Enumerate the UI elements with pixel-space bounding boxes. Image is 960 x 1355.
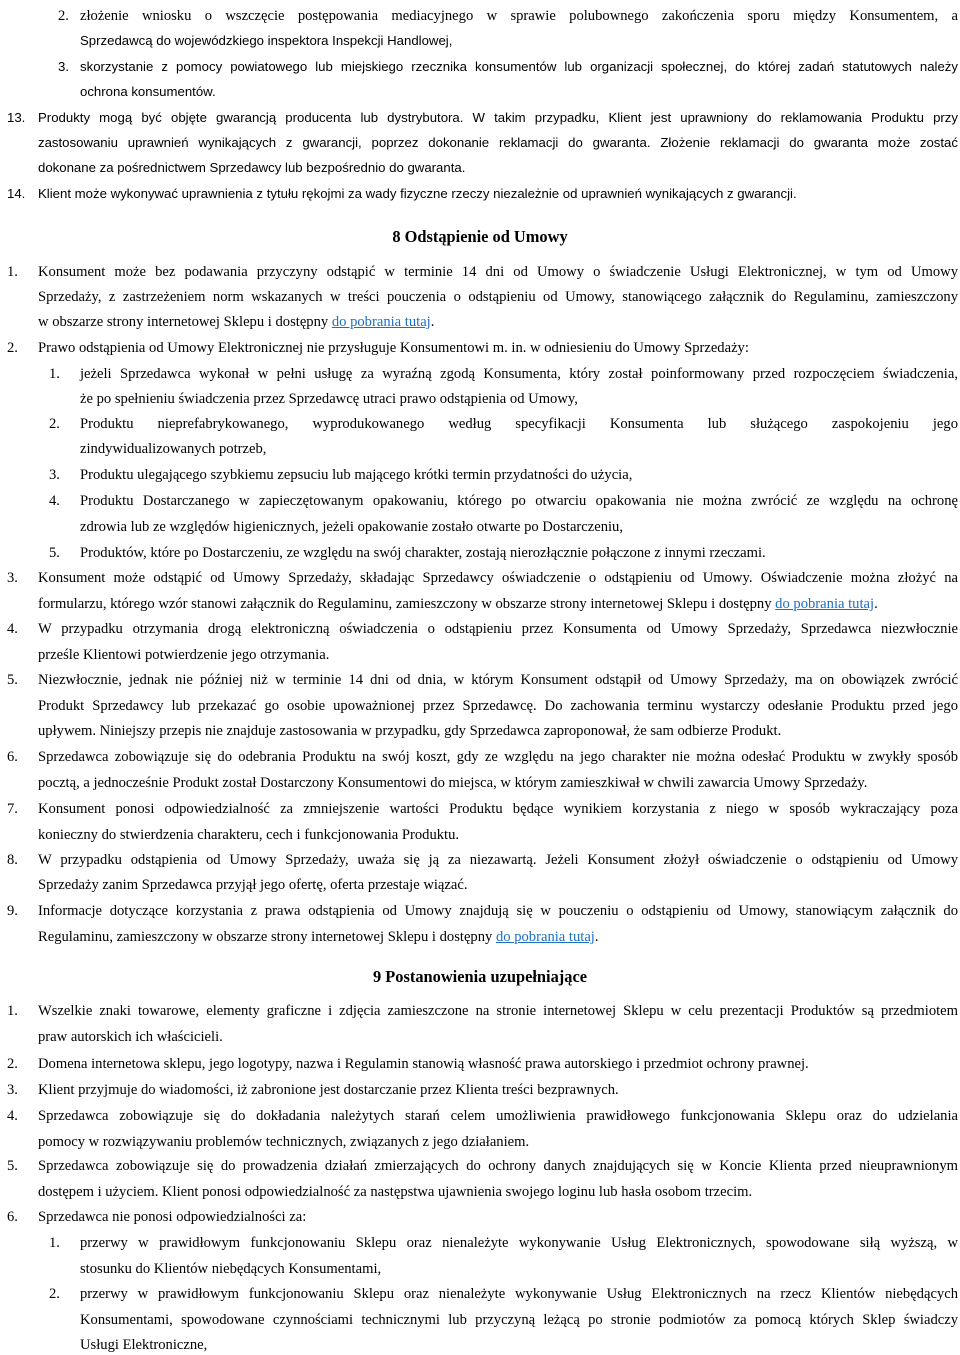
text-line: [38, 825, 459, 845]
text-line: [38, 108, 958, 128]
text-line: [38, 773, 867, 793]
text-line: [38, 645, 329, 665]
text-line: [38, 338, 749, 358]
line-text: Sprzedaży, z zastrzeżeniem norm wskazanych w treści pouczenia o odstąpieniu od Umowy, stanowiącego załącznik do Regulaminu, zamieszczony: [38, 289, 958, 305]
text-line: [38, 850, 958, 870]
list-number: 6.: [7, 1209, 18, 1225]
list-number: 1.: [7, 264, 18, 280]
line-text: przerwy w prawidłowym funkcjonowaniu Sklepu oraz nienależyte wykonywanie Usług Elektronicznych na rzecz Klientów niebędących: [80, 1286, 958, 1302]
text-line: [38, 568, 958, 588]
line-text: Informacje dotyczące korzystania z prawa odstąpienia od Umowy znajdują się w pouczeniu o odstąpieniu od Umowy, stanowiącym załącznik do: [38, 903, 958, 919]
text-line: [38, 619, 958, 639]
text-line: [38, 312, 434, 332]
line-text: pomocy w rozwiązywaniu problemów technicznych, związanych z jego działaniem.: [38, 1134, 530, 1150]
list-number: 14.: [7, 186, 26, 201]
list-number: 4.: [7, 1108, 18, 1124]
text-line: [38, 1106, 958, 1126]
text-line: [38, 262, 958, 282]
line-text: Sprzedaży zanim Sprzedawca przyjął jego ofertę, oferta przestaje wiązać.: [38, 877, 468, 893]
list-number: 2.: [49, 416, 60, 432]
text-line: [38, 133, 958, 153]
line-text: zastosowaniu uprawnień wynikających z gwarancji, poprzez dokonanie reklamacji do gwaranta. Złożenie reklamacji do gwaranta może zostać: [38, 135, 958, 150]
list-number: 2.: [49, 1286, 60, 1302]
text-line: [38, 1132, 529, 1152]
text-line: [80, 491, 958, 511]
line-text: dostępem i użyciem. Klient ponosi odpowiedzialność za następstwa ujawnienia swojego loginu lub hasła osobom trzecim.: [38, 1184, 753, 1200]
line-text: Produkt Sprzedawcy lub przekazać go osobie upoważnionej przez Sprzedawcę. Do zachowania terminu wystarczy odesłanie Produktu przed jego: [38, 698, 958, 714]
line-text: skorzystanie z pomocy powiatowego lub miejskiego rzecznika konsumentów lub organizacji społecznej, do której zadań statutowych należy: [80, 59, 958, 74]
list-number: 3.: [7, 570, 18, 586]
line-text: dokonane za pośrednictwem Sprzedawcy lub bezpośrednio do gwaranta.: [38, 160, 466, 175]
text-line: [38, 747, 958, 767]
line-text: Konsument może odstąpić od Umowy Sprzedaży, składając Sprzedawcy oświadczenie o odstąpieniu od Umowy. Oświadczenie można złożyć na: [38, 570, 958, 586]
line-text: formularzu, którego wzór stanowi załącznik do Regulaminu, zamieszczony w obszarze strony internetowej Sklepu i dostępny: [38, 596, 776, 612]
line-text: ochrona konsumentów.: [80, 84, 216, 99]
text-line: [38, 927, 599, 947]
line-text: upływem. Niniejszy przepis nie znajduje zastosowania w przypadku, gdy Sprzedawca zaproponował, że sam odbierze Produkt.: [38, 723, 782, 739]
text-line: [38, 158, 465, 178]
line-text-end: .: [594, 929, 599, 945]
list-number: 2.: [7, 340, 18, 356]
text-line: [80, 31, 452, 51]
text-line: [38, 184, 797, 204]
section-heading: 9 Postanowienia uzupełniające: [373, 967, 587, 986]
line-text: Konsument ponosi odpowiedzialność za zmniejszenie wartości Produktu będące wynikiem korzystania z niego w sposób wykraczający poza: [38, 801, 958, 817]
text-line: [38, 901, 958, 921]
text-line: [38, 670, 958, 690]
text-line: [38, 875, 467, 895]
list-number: 9.: [7, 903, 18, 919]
text-line: [80, 1335, 207, 1355]
line-text: w obszarze strony internetowej Sklepu i dostępny: [38, 314, 332, 330]
list-number: 5.: [49, 545, 60, 561]
line-text: Sprzedawcą do wojewódzkiego inspektora Inspekcji Handlowej,: [80, 33, 453, 48]
line-text: Produktów, które po Dostarczeniu, ze względu na swój charakter, zostają nierozłącznie połączone z innymi rzeczami.: [80, 545, 766, 561]
line-text: W przypadku otrzymania drogą elektroniczną oświadczenia o odstąpieniu przez Konsumenta od Umowy Sprzedaży, Sprzedawca niezwłocznie: [38, 621, 958, 637]
line-text: Sprzedawca zobowiązuje się do odebrania Produktu na swój koszt, gdy ze względu na jego charakter nie można odesłać Produktu w zwykły sposób: [38, 749, 958, 765]
line-text: Wszelkie znaki towarowe, elementy graficzne i zdjęcia zamieszczone na stronie internetowej Sklepu w celu prezentacji Produktów są przedmiotem: [38, 1003, 958, 1019]
line-text: W przypadku odstąpienia od Umowy Sprzedaży, uważa się ją za niezawartą. Jeżeli Konsument złożył oświadczenie o odstąpieniu od Umowy: [38, 852, 958, 868]
list-number: 5.: [7, 672, 18, 688]
text-line: [38, 799, 958, 819]
text-line: [80, 364, 958, 384]
line-text: jeżeli Sprzedawca wykonał w pełni usługę za wyraźną zgodą Konsumenta, który został poinformowany przed rozpoczęciem świadczenia,: [80, 366, 958, 382]
text-line: [38, 1080, 619, 1100]
text-line: [80, 1284, 958, 1304]
text-line: [80, 517, 623, 537]
text-line: [80, 82, 216, 102]
text-line: [38, 594, 878, 614]
text-line: [80, 439, 266, 459]
text-line: [80, 465, 632, 485]
text-line: [38, 1027, 223, 1047]
list-number: 4.: [49, 493, 60, 509]
download-link[interactable]: do pobrania tutaj: [331, 314, 431, 330]
line-text: Domena internetowa sklepu, jego logotypy, nazwa i Regulamin stanowią własność prawa autorskiego i przedmiot ochrony prawnej.: [38, 1056, 809, 1072]
line-text: praw autorskich ich właścicieli.: [38, 1029, 223, 1045]
line-text: Konsumentami, spowodowane czynnościami technicznymi lub przyczyną leżącą po stronie podmiotów za pomocą których Sklep świadczy: [80, 1312, 958, 1328]
text-line: [38, 1054, 809, 1074]
list-number: 13.: [7, 110, 26, 125]
list-number: 3.: [7, 1082, 18, 1098]
line-text: Produktu nieprefabrykowanego, wyprodukowanego według specyfikacji Konsumenta lub służącego zaspokojeniu jego: [80, 416, 958, 432]
line-text: Regulaminu, zamieszczony w obszarze strony internetowej Sklepu i dostępny: [38, 929, 496, 945]
line-text: Produktu Dostarczanego w zapieczętowanym opakowaniu, którego po otwarciu opakowania nie można zwrócić ze względu na ochronę: [80, 493, 958, 509]
line-text: złożenie wniosku o wszczęcie postępowania mediacyjnego w sprawie polubownego zakończenia sporu między Konsumentem, a: [80, 8, 958, 24]
download-link[interactable]: do pobrania tutaj: [775, 596, 875, 612]
text-line: [80, 6, 958, 26]
text-line: [38, 721, 781, 741]
list-number: 1.: [49, 1235, 60, 1251]
line-text: że po spełnieniu świadczenia przez Sprzedawcę utraci prawo odstąpienia od Umowy,: [80, 391, 578, 407]
line-text: zindywidualizowanych potrzeb,: [80, 441, 267, 457]
list-number: 4.: [7, 621, 18, 637]
line-text: Sprzedawca zobowiązuje się do dokładania należytych starań celem umożliwienia prawidłowego funkcjonowania Sklepu oraz do udzielania: [38, 1108, 958, 1124]
line-text: Usługi Elektroniczne,: [80, 1337, 208, 1353]
list-number: 7.: [7, 801, 18, 817]
line-text-end: .: [874, 596, 878, 612]
line-text: Niezwłocznie, jednak nie później niż w terminie 14 dni od dnia, w którym Konsument odstąpił od Umowy Sprzedaży, ma on obowiązek zwrócić: [38, 672, 958, 688]
text-line: [80, 1233, 958, 1253]
line-text: Klient może wykonywać uprawnienia z tytułu rękojmi za wady fizyczne rzeczy niezależnie od uprawnień wynikających z gwarancji.: [38, 186, 797, 201]
text-line: [80, 57, 958, 77]
list-number: 3.: [58, 59, 69, 74]
text-line: [80, 1259, 381, 1279]
download-link[interactable]: do pobrania tutaj: [495, 929, 595, 945]
text-line: [80, 543, 766, 563]
line-text: prześle Klientowi potwierdzenie jego otrzymania.: [38, 647, 330, 663]
line-text: Klient przyjmuje do wiadomości, iż zabronione jest dostarczanie przez Klienta treści bezprawnych.: [38, 1082, 619, 1098]
list-number: 2.: [7, 1056, 18, 1072]
line-text: Konsument może bez podawania przyczyny odstąpić w terminie 14 dni od Umowy o świadczenie Usługi Elektronicznej, w tym od Umowy: [38, 264, 958, 280]
line-text: Produktu ulegającego szybkiemu zepsuciu lub mającego krótki termin przydatności do użycia,: [80, 467, 633, 483]
line-text: stosunku do Klientów niebędących Konsumentami,: [80, 1261, 382, 1277]
text-line: [38, 1182, 752, 1202]
line-text: przerwy w prawidłowym funkcjonowaniu Sklepu oraz nienależyte wykonywanie Usług Elektronicznych, spowodowane siłą wyższą, w: [80, 1235, 958, 1251]
text-line: [80, 1310, 958, 1330]
text-line: [38, 1207, 306, 1227]
line-text: Produkty mogą być objęte gwarancją producenta lub dystrybutora. W takim przypadku, Klient jest uprawniony do reklamowania Produktu przy: [38, 110, 958, 125]
text-line: [80, 414, 958, 434]
text-line: [38, 1156, 958, 1176]
text-line: [38, 287, 958, 307]
list-number: 1.: [7, 1003, 18, 1019]
line-text: Sprzedawca zobowiązuje się do prowadzenia działań zmierzających do ochrony danych znajdujących się w Koncie Klienta przed nieuprawnionym: [38, 1158, 958, 1174]
list-number: 6.: [7, 749, 18, 765]
section-heading: 8 Odstąpienie od Umowy: [392, 227, 568, 246]
line-text: pocztą, a jednocześnie Produkt został Dostarczony Konsumentowi do miejsca, w którym zamieszkiwał w chwili zawarcia Umowy Sprzedaży.: [38, 775, 868, 791]
line-text: zdrowia lub ze względów higienicznych, jeżeli opakowanie zostało otwarte po Dostarczeniu,: [80, 519, 624, 535]
text-line: [38, 1001, 958, 1021]
list-number: 5.: [7, 1158, 18, 1174]
line-text-end: .: [430, 314, 435, 330]
list-number: 3.: [49, 467, 60, 483]
text-line: [80, 389, 578, 409]
line-text: konieczny do stwierdzenia charakteru, cech i funkcjonowania Produktu.: [38, 827, 460, 843]
line-text: Prawo odstąpienia od Umowy Elektronicznej nie przysługuje Konsumentowi m. in. w odniesieniu do Umowy Sprzedaży:: [38, 340, 749, 356]
list-number: 2.: [58, 8, 69, 24]
list-number: 1.: [49, 366, 60, 382]
line-text: Sprzedawca nie ponosi odpowiedzialności za:: [38, 1209, 307, 1225]
list-number: 8.: [7, 852, 18, 868]
text-line: [38, 696, 958, 716]
